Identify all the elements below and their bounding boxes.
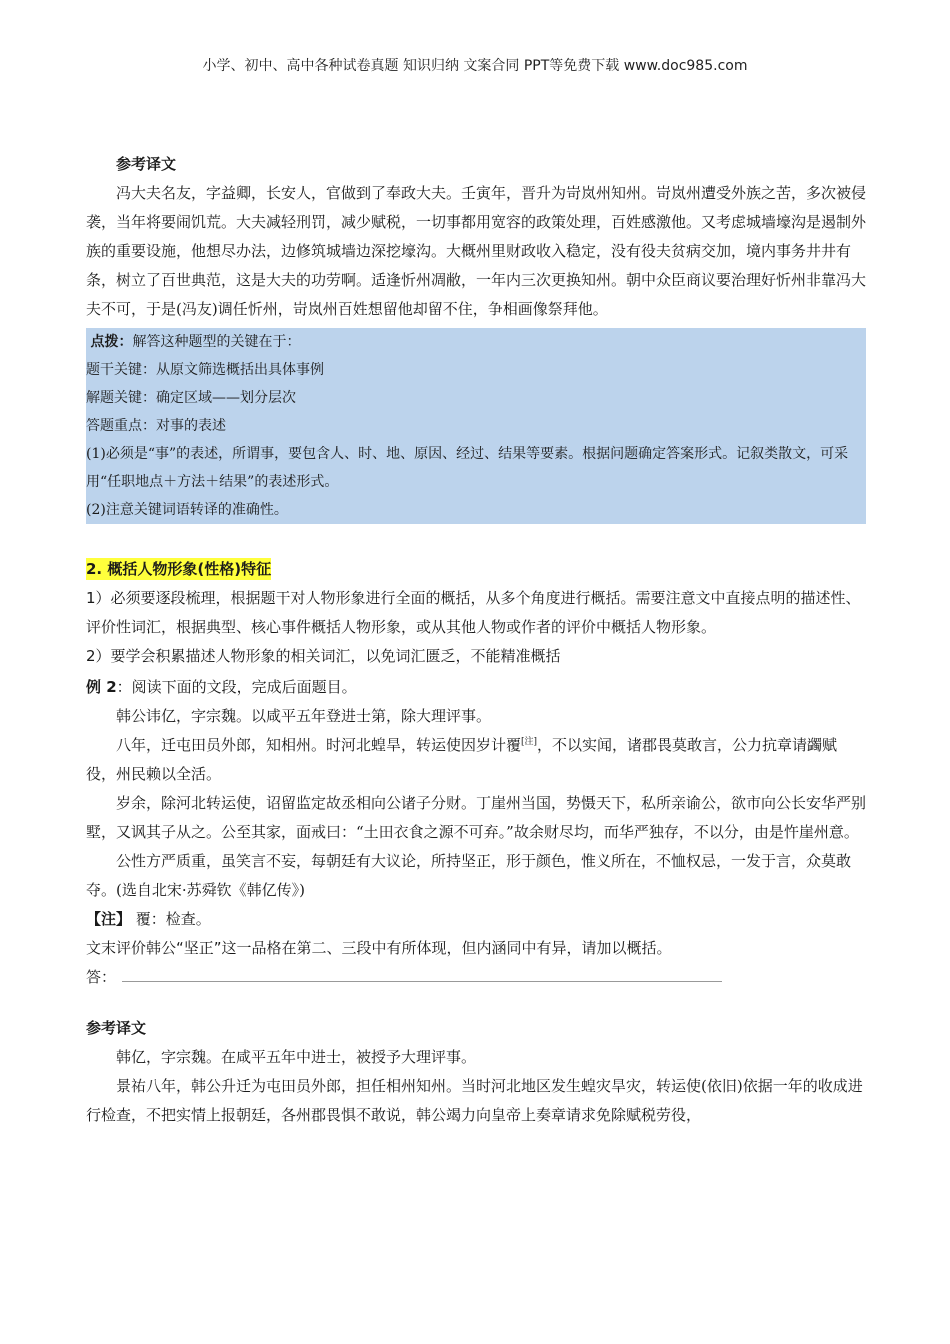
reference-title: 参考译文 xyxy=(116,155,177,173)
reference-title-2: 参考译文 xyxy=(86,1019,147,1037)
tip-line-1: 题干关键：从原文筛选概括出具体事例 xyxy=(86,362,324,378)
page-header: 小学、初中、高中各种试卷真题 知识归纳 文案合同 PPT等免费下载 www.doc985.com xyxy=(202,58,748,74)
example-paragraph-4: 公性方严质重，虽笑言不妄，每朝廷有大议论，所持坚正，形于颜色，惟义所在，不恤权忌，一发于言，众莫敢夺。(选自北宋·苏舜钦《韩亿传》) xyxy=(86,852,852,899)
tip-intro: 解答这种题型的关键在于： xyxy=(132,334,301,350)
section-heading: 2. 概括人物形象(性格)特征 xyxy=(86,560,272,578)
section-2 xyxy=(86,558,866,671)
answer-line[interactable] xyxy=(122,965,722,982)
footnote-marker: [注] xyxy=(521,737,538,747)
tip-line-2: 解题关键：确定区域——划分层次 xyxy=(86,390,296,406)
tip-line-5: (2)注意关键词语转译的准确性。 xyxy=(86,502,288,518)
answer-row xyxy=(86,963,866,992)
example-paragraph-2b: ，不以实闻，诸郡畏莫敢言，公力抗章请蠲赋役，州民赖以全活。 xyxy=(86,736,838,783)
example-paragraph-3: 岁余，除河北转运使，诏留监定故丞相向公诸子分财。丁崖州当国，势慑天下，私所亲谕公，欲市向公长安华严别墅，又讽其子从之。公至其家，面戒曰：“土田衣食之源不可弃。”故余财尽均，而华严独存，不以分，由是忤崖州意。 xyxy=(86,794,867,841)
answer-label: 答： xyxy=(86,968,117,986)
example-instruction-line xyxy=(86,673,866,702)
reference-paragraph: 冯大夫名友，字益卿，长安人，官做到了奉政大夫。壬寅年，晋升为岢岚州知州。岢岚州遭受外族之苦，多次被侵袭，当年将要闹饥荒。大夫减轻刑罚，减少赋税，一切事都用宽容的政策处理，百姓感激他。又考虑城墙壕沟是遏制外族的重要设施，他想尽办法，边修筑城墙边深挖壕沟。大概州里财政收入稳定，没有役夫贫病交加，境内事务井井有条，树立了百世典范，这是大夫的功劳啊。适逢忻州凋敝，一年内三次更换知州。朝中众臣商议要治理好忻州非靠冯大夫不可，于是(冯友)调任忻州，岢岚州百姓想留他却留不住，争相画像祭拜他。 xyxy=(86,184,867,318)
reference-translation-1 xyxy=(86,150,866,324)
section-point-1: 1）必须要逐段梳理，根据题干对人物形象进行全面的概括，从多个角度进行概括。需要注意文中直接点明的描述性、评价性词汇，根据典型、核心事件概括人物形象，或从其他人物或作者的评价中概括人物形象。 xyxy=(86,589,861,636)
tip-box xyxy=(86,328,866,524)
example-instruction: ：阅读下面的文段，完成后面题目。 xyxy=(116,678,357,696)
example-label: 例 2 xyxy=(86,678,117,696)
footnote-text: 覆：检查。 xyxy=(135,910,211,928)
question-text: 文末评价韩公“坚正”这一品格在第二、三段中有所体现，但内涵同中有异，请加以概括。 xyxy=(86,939,672,957)
tip-title: 点拨： xyxy=(90,334,133,350)
example-paragraph-2a: 八年，迁屯田员外郎，知相州。时河北蝗旱，转运使因岁计覆 xyxy=(116,736,522,754)
tip-line-3: 答题重点：对事的表述 xyxy=(86,418,226,434)
example-2 xyxy=(86,673,866,992)
example-paragraph-2 xyxy=(86,731,866,789)
example-paragraph-1: 韩公讳亿，字宗魏。以咸平五年登进士第，除大理评事。 xyxy=(116,707,492,725)
section-point-2: 2）要学会积累描述人物形象的相关词汇，以免词汇匮乏，不能精准概括 xyxy=(86,647,561,665)
footnote-label: 【注】 xyxy=(86,910,132,928)
reference-2-paragraph-1: 韩亿，字宗魏。在咸平五年中进士，被授予大理评事。 xyxy=(116,1048,477,1066)
tip-intro-line xyxy=(86,328,866,356)
tip-line-4: (1)必须是“事”的表述，所谓事，要包含人、时、地、原因、经过、结果等要素。根据问题确定答案形式。记叙类散文，可采用“任职地点＋方法＋结果”的表述形式。 xyxy=(86,446,849,490)
document-body xyxy=(86,150,866,1130)
footnote xyxy=(86,905,866,934)
reference-translation-2 xyxy=(86,1014,866,1130)
reference-2-paragraph-2: 景祐八年，韩公升迁为屯田员外郎，担任相州知州。当时河北地区发生蝗灾旱灾，转运使(依旧)依据一年的收成进行检查，不把实情上报朝廷，各州郡畏惧不敢说，韩公竭力向皇帝上奏章请求免除赋税劳役， xyxy=(86,1077,863,1124)
